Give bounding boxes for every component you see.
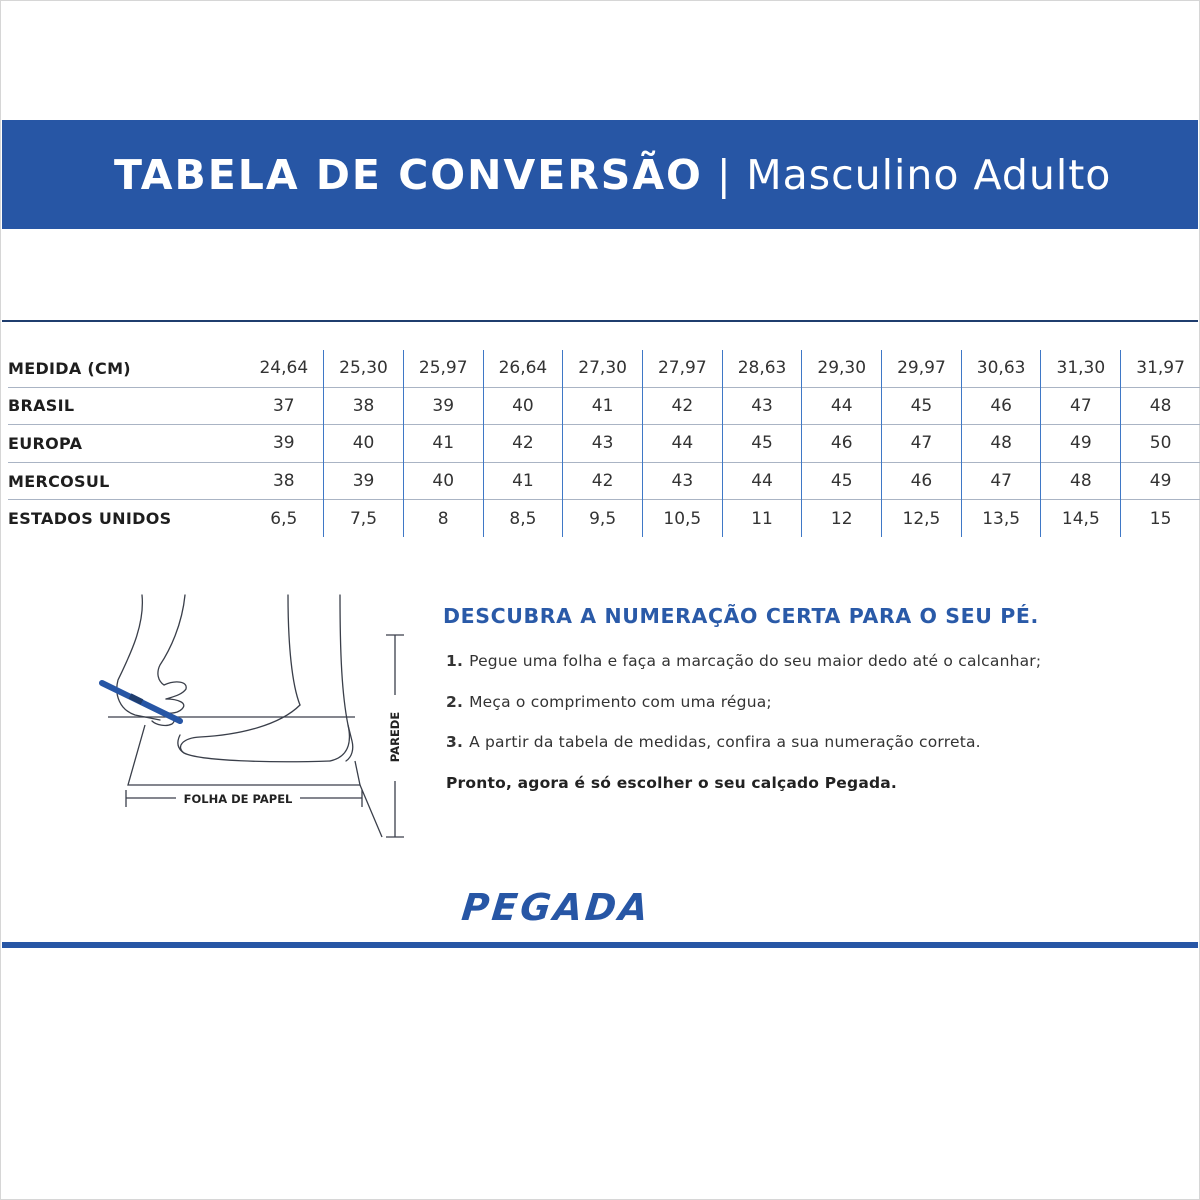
table-cell: 38 (324, 387, 404, 425)
table-cell: 37 (244, 387, 323, 425)
step-number: 2. (446, 692, 464, 711)
table-row (8, 350, 1200, 387)
list-item (446, 733, 1041, 774)
paper-sheet (108, 717, 382, 837)
foot-measuring-illustration (90, 585, 420, 845)
wall-label: PAREDE (388, 711, 402, 763)
closing-statement: Pronto, agora é só escolher o seu calçado Pegada. (446, 773, 898, 792)
list-item (446, 652, 1041, 693)
table-row (8, 425, 1200, 463)
table-cell: 44 (802, 387, 882, 425)
table-cell: 42 (483, 425, 563, 463)
table-cell: 10,5 (642, 500, 722, 537)
table-cell: 41 (403, 425, 483, 463)
table-cell: 28,63 (722, 350, 802, 387)
divider-top (2, 320, 1198, 322)
table-cell: 39 (403, 387, 483, 425)
table-cell: 30,63 (961, 350, 1041, 387)
table-cell: 42 (642, 387, 722, 425)
table-cell: 24,64 (259, 358, 309, 379)
table-cell: 15 (1121, 500, 1200, 537)
step-text: Pegue uma folha e faça a marcação do seu maior dedo até o calcanhar; (469, 652, 1042, 670)
table-cell: 31,30 (1041, 350, 1121, 387)
table-cell: 11 (722, 500, 802, 537)
table-cell: 27,97 (642, 350, 722, 387)
table-cell: 42 (563, 462, 643, 500)
table-cell: 44 (642, 425, 722, 463)
table-cell: 43 (563, 425, 643, 463)
table-cell: 40 (403, 462, 483, 500)
table-cell: 39 (324, 462, 404, 500)
paper-label: FOLHA DE PAPEL (183, 792, 293, 806)
table-cell: 45 (802, 462, 882, 500)
table-cell: 48 (1121, 387, 1200, 425)
pen-icon (102, 683, 180, 721)
row-label: EUROPA (8, 425, 244, 463)
table-cell: 41 (483, 462, 563, 500)
table-row (8, 462, 1200, 500)
table-cell: 31,97 (1121, 350, 1200, 387)
page-title (114, 120, 1111, 229)
conversion-table (8, 350, 1200, 537)
table-cell: 41 (563, 387, 643, 425)
step-text: A partir da tabela de medidas, confira a sua numeração correta. (469, 733, 981, 751)
table-row (8, 500, 1200, 537)
table-cell: 8 (403, 500, 483, 537)
table-cell: 29,97 (882, 350, 962, 387)
title-separator: | (716, 150, 733, 199)
table-cell: 47 (882, 425, 962, 463)
pegada-logo: PEGADA (459, 886, 654, 929)
table-cell: 46 (802, 425, 882, 463)
title-subtitle: Masculino Adulto (746, 150, 1112, 199)
table-cell: 47 (961, 462, 1041, 500)
leg-outline (117, 595, 353, 762)
table-cell: 40 (324, 425, 404, 463)
step-text: Meça o comprimento com uma régua; (469, 692, 772, 711)
table-cell: 46 (882, 462, 962, 500)
table-cell: 14,5 (1041, 500, 1121, 537)
table-cell: 26,64 (483, 350, 563, 387)
table-cell: 40 (483, 387, 563, 425)
table-cell: 7,5 (324, 500, 404, 537)
row-label: MEDIDA (CM) (8, 358, 131, 378)
table-cell: 27,30 (563, 350, 643, 387)
table-cell: 45 (722, 425, 802, 463)
title-bold: TABELA DE CONVERSÃO (114, 150, 703, 199)
instructions-list (446, 652, 1041, 792)
table-cell: 43 (642, 462, 722, 500)
table-cell: 49 (1041, 425, 1121, 463)
step-number: 3. (446, 733, 464, 751)
instructions-heading: DESCUBRA A NUMERAÇÃO CERTA PARA O SEU PÉ. (443, 604, 1039, 628)
table-cell: 12,5 (882, 500, 962, 537)
table-row (8, 387, 1200, 425)
table-cell: 47 (1041, 387, 1121, 425)
table-cell: 6,5 (244, 500, 323, 537)
table-cell: 29,30 (802, 350, 882, 387)
table-cell: 13,5 (961, 500, 1041, 537)
divider-bottom (2, 942, 1198, 948)
table-cell: 44 (722, 462, 802, 500)
table-cell: 9,5 (563, 500, 643, 537)
row-label: BRASIL (8, 387, 244, 425)
row-label: MERCOSUL (8, 462, 244, 500)
row-label: ESTADOS UNIDOS (8, 500, 244, 537)
table-cell: 46 (961, 387, 1041, 425)
table-cell: 25,30 (324, 350, 404, 387)
table-cell: 50 (1121, 425, 1200, 463)
title-banner (2, 120, 1198, 229)
table-cell: 43 (722, 387, 802, 425)
step-number: 1. (446, 652, 464, 670)
table-cell: 48 (1041, 462, 1121, 500)
table-cell: 25,97 (403, 350, 483, 387)
table-cell: 45 (882, 387, 962, 425)
table-cell: 8,5 (483, 500, 563, 537)
table-cell: 38 (244, 462, 323, 500)
table-cell: 12 (802, 500, 882, 537)
table-cell: 48 (961, 425, 1041, 463)
list-item (446, 693, 1041, 734)
table-cell: 39 (244, 425, 323, 463)
table-cell: 49 (1121, 462, 1200, 500)
